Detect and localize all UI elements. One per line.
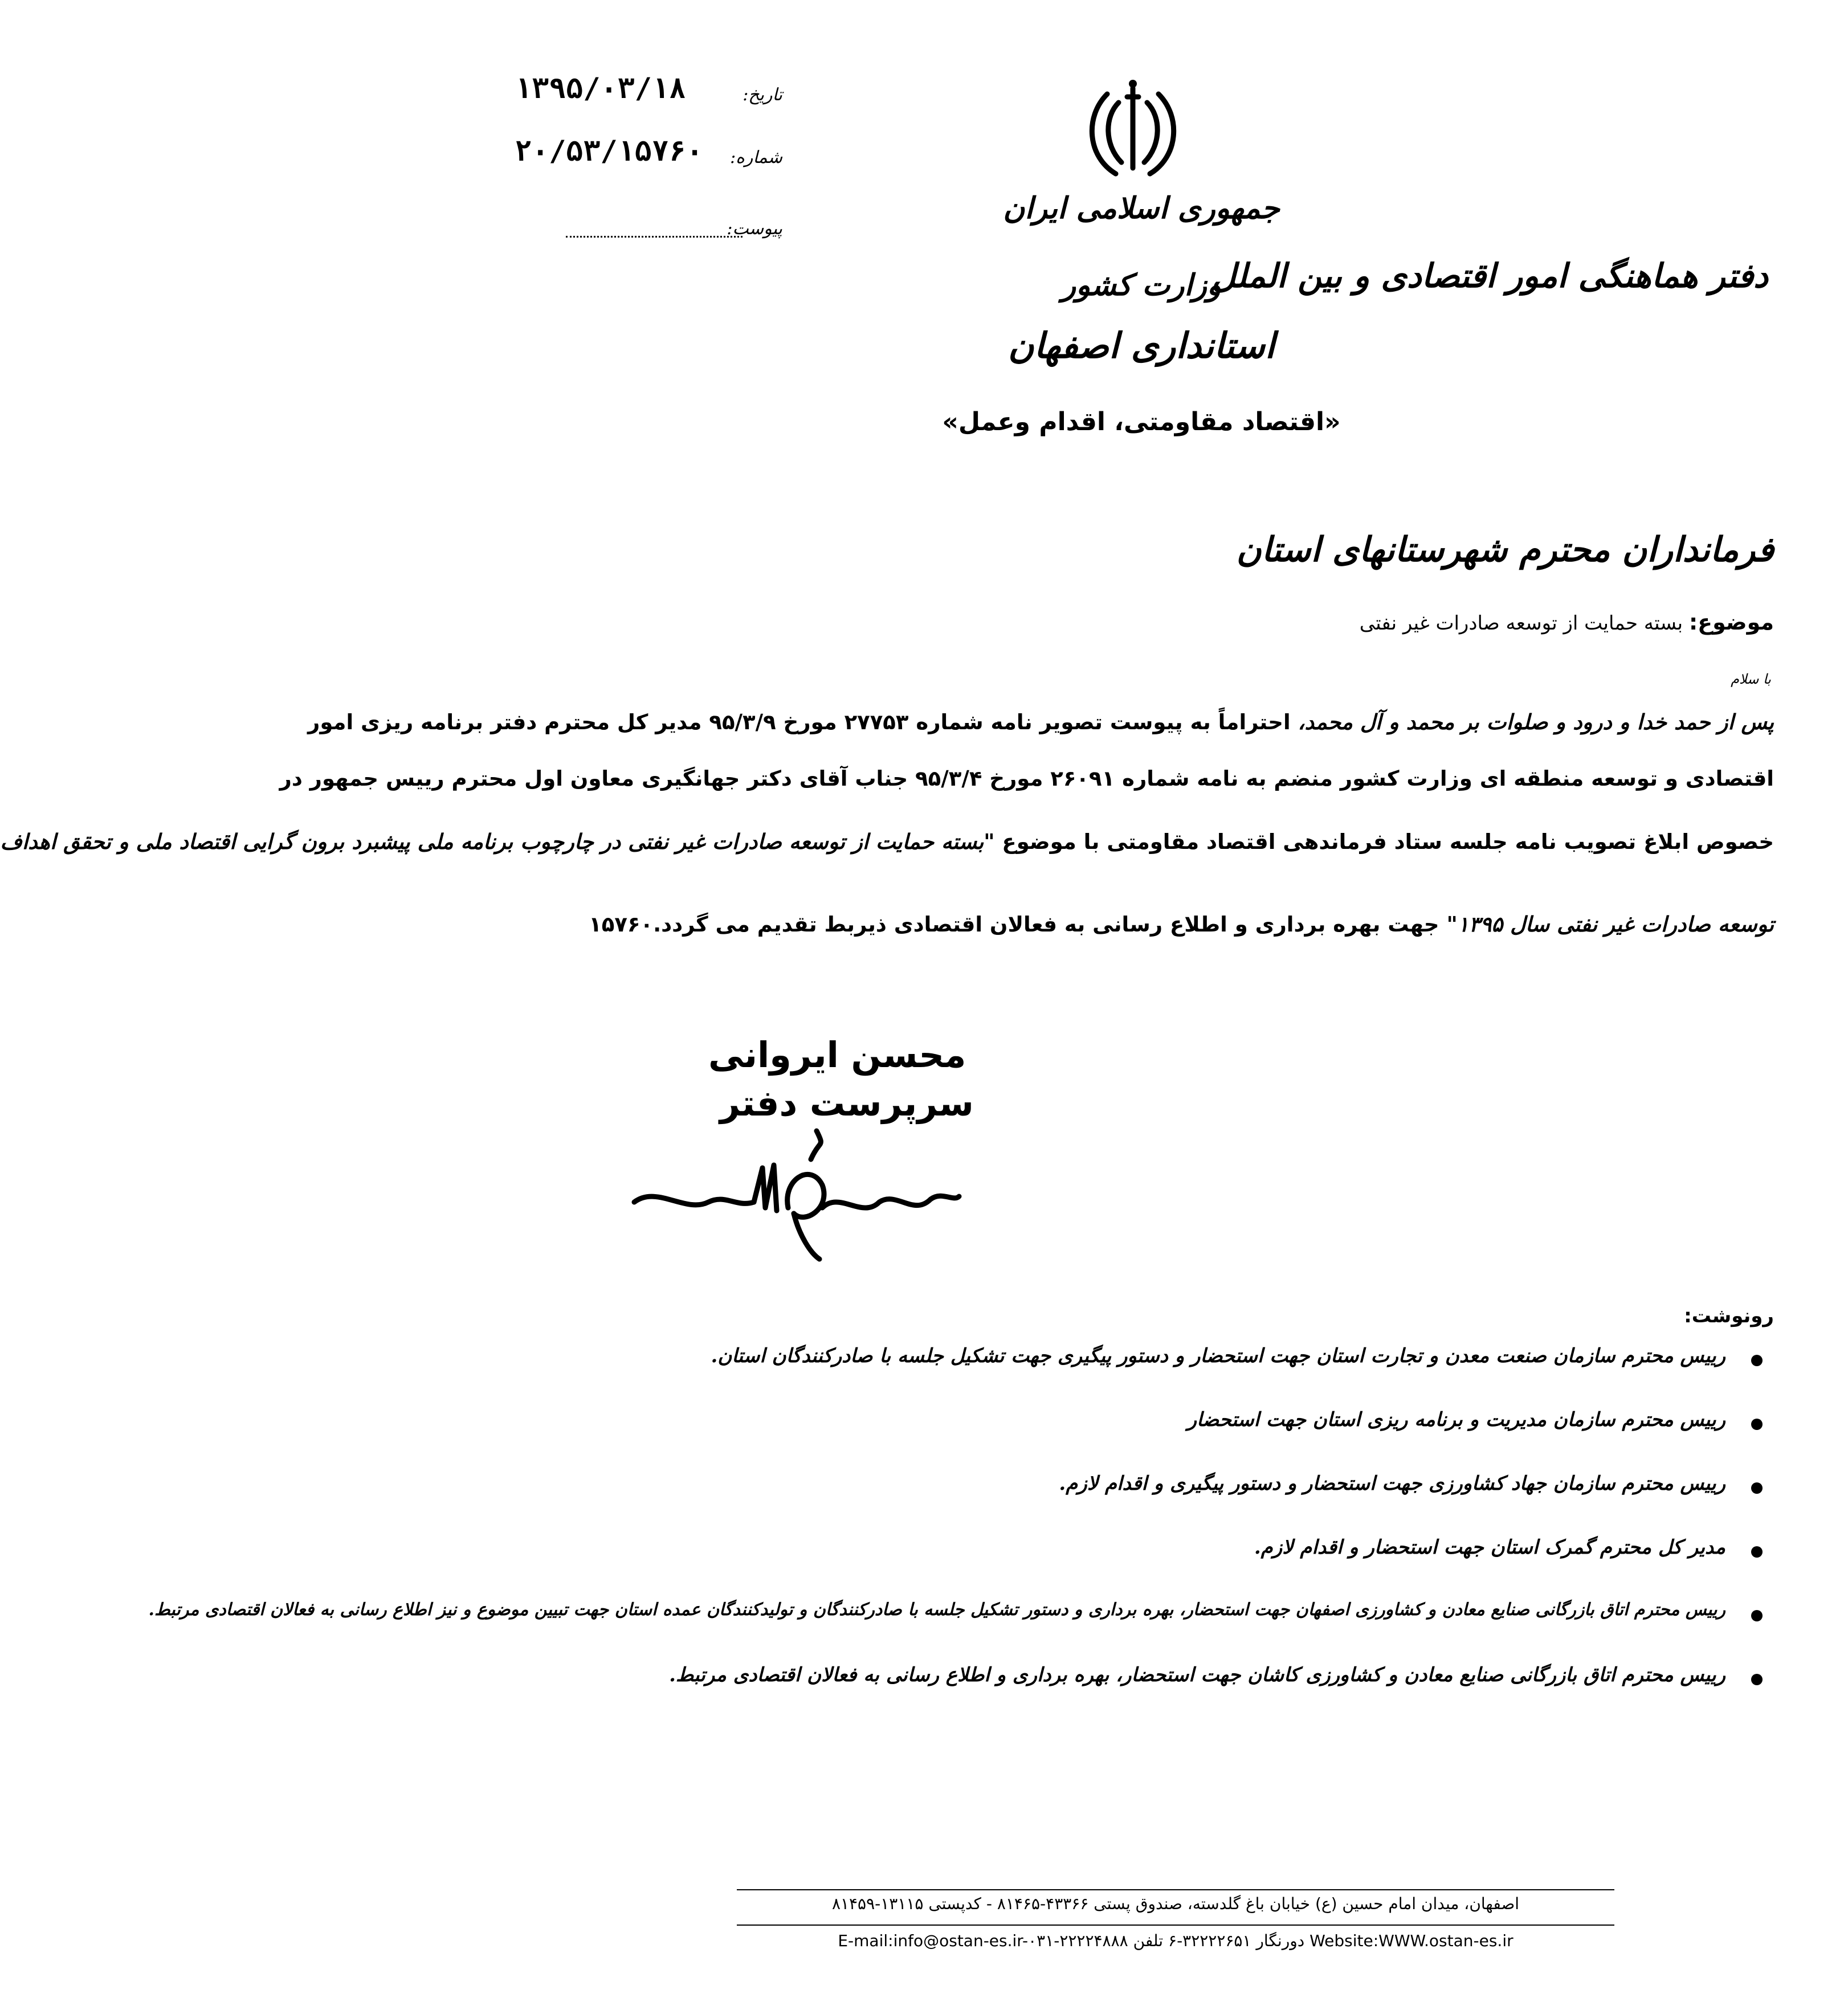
department-name: دفتر هماهنگی امور اقتصادی و بین الملل bbox=[1211, 256, 1768, 295]
attachment-dotted-line bbox=[566, 236, 743, 238]
footer-contact: E-mail:info@ostan-es.ir-۰۳۱-۲۲۲۲۴۸۸۸ دورنگار ۳۲۲۲۲۶۵۱-۶ تلفن Website:WWW.ostan-es.ir bbox=[838, 1931, 1514, 1950]
date-row bbox=[515, 74, 782, 108]
greeting: با سلام bbox=[1731, 671, 1771, 687]
cc-item bbox=[509, 1664, 1763, 1727]
slogan: «اقتصاد مقاومتی، اقدام وعمل» bbox=[942, 407, 1341, 436]
header-governorate: استانداری اصفهان bbox=[1007, 325, 1275, 366]
body-line-4-handwritten: توسعه صادرات غیر نفتی سال ۱۳۹۵" bbox=[1446, 912, 1774, 937]
bullet-icon bbox=[1751, 1355, 1763, 1366]
cc-item-text: رییس محترم اتاق بازرگانی صنایع معادن و کشاورزی اصفهان جهت استحضار، بهره برداری و دستور تشکیل جلسه با صادرکنندگان و تولیدکنندگان عمده استان جهت تبیین موضوع و نیز اطلاع رسانی به فعالان اقتصادی مرتبط. bbox=[148, 1600, 1725, 1620]
body-line-3 bbox=[0, 829, 1774, 854]
bullet-icon bbox=[1751, 1610, 1763, 1621]
attachment-label: پیوست: bbox=[727, 219, 782, 239]
body-line-1 bbox=[308, 709, 1774, 734]
body-line-3-handwritten: "بسته حمایت از توسعه صادرات غیر نفتی در چارچوب برنامه ملی پیشبرد برون گرایی اقتصاد ملی و تحقق اهداف bbox=[0, 829, 1002, 854]
body-line-3-text: خصوص ابلاغ تصویب نامه جلسه ستاد فرماندهی اقتصاد مقاومتی با موضوع bbox=[1002, 830, 1774, 854]
footer-rule bbox=[737, 1889, 1614, 1890]
date-value: ۱۳۹۵/۰۳/۱۸ bbox=[515, 72, 687, 105]
cc-item bbox=[148, 1600, 1763, 1664]
footer-address: اصفهان، میدان امام حسین (ع) خیابان باغ گلدسته، صندوق پستی ۴۳۳۶۶-۸۱۴۶۵ - کدپستی ۱۳۱۱۵-۸۱۴۵۹ bbox=[831, 1894, 1520, 1913]
body-line-1-handwritten: پس از حمد خدا و درود و صلوات بر محمد و آل محمد، bbox=[1298, 709, 1774, 734]
cc-item bbox=[509, 1408, 1763, 1472]
body-line-1-text: احتراماً به پیوست تصویر نامه شماره ۲۷۷۵۳ مورخ ۹۵/۳/۹ مدیر کل محترم دفتر برنامه ریزی امور bbox=[308, 710, 1298, 734]
number-label: شماره: bbox=[730, 148, 782, 167]
bullet-icon bbox=[1751, 1674, 1763, 1685]
cc-item-text: مدیر کل محترم گمرک استان جهت استحضار و اقدام لازم. bbox=[1254, 1536, 1725, 1559]
signatory-name: محسن ایروانی bbox=[708, 1034, 966, 1076]
number-row bbox=[515, 134, 782, 171]
number-value: ۲۰/۵۳/۱۵۷۶۰ bbox=[515, 134, 704, 167]
subject-text: بسته حمایت از توسعه صادرات غیر نفتی bbox=[1359, 612, 1683, 635]
body-line-2-text: اقتصادی و توسعه منطقه ای وزارت کشور منضم به نامه شماره ۲۶۰۹۱ مورخ ۹۵/۳/۴ جناب آقای دکتر جهانگیری معاون اول محترم رییس جمهور در bbox=[279, 766, 1774, 791]
addressee: فرمانداران محترم شهرستانهای استان bbox=[1236, 530, 1774, 570]
cc-item-text: رییس محترم سازمان جهاد کشاورزی جهت استحضار و دستور پیگیری و اقدام لازم. bbox=[1059, 1472, 1725, 1495]
body-line-4 bbox=[520, 912, 1774, 937]
cc-item bbox=[509, 1472, 1763, 1536]
body-line-4-text: جهت بهره برداری و اطلاع رسانی به فعالان اقتصادی ذیربط تقدیم می گردد.۱۵۷۶۰ bbox=[589, 912, 1447, 937]
footer-rule bbox=[737, 1925, 1614, 1926]
date-label: تاریخ: bbox=[743, 85, 782, 105]
header-ministry: وزارت کشور bbox=[1062, 268, 1221, 303]
cc-title: رونوشت: bbox=[1684, 1305, 1774, 1327]
bullet-icon bbox=[1751, 1419, 1763, 1430]
bullet-icon bbox=[1751, 1546, 1763, 1558]
cc-item-text: رییس محترم اتاق بازرگانی صنایع معادن و کشاورزی کاشان جهت استحضار، بهره برداری و اطلاع رسانی به فعالان اقتصادی مرتبط. bbox=[669, 1664, 1725, 1686]
signature-image bbox=[623, 1117, 965, 1265]
cc-item-text: رییس محترم سازمان صنعت معدن و تجارت استان جهت استحضار و دستور پیگیری جهت تشکیل جلسه با صادرکنندگان استان. bbox=[711, 1345, 1725, 1367]
body-line-2 bbox=[279, 766, 1774, 791]
bullet-icon bbox=[1751, 1482, 1763, 1494]
cc-item-text: رییس محترم سازمان مدیریت و برنامه ریزی استان جهت استحضار bbox=[1187, 1408, 1725, 1431]
attachment-row bbox=[515, 208, 782, 242]
national-emblem-icon bbox=[1082, 77, 1184, 182]
subject-line bbox=[1360, 610, 1774, 635]
header-country: جمهوری اسلامی ایران bbox=[1003, 191, 1280, 226]
signatory-title: سرپرست دفتر bbox=[720, 1082, 974, 1124]
cc-item bbox=[509, 1536, 1763, 1600]
cc-item bbox=[509, 1345, 1763, 1408]
subject-label: موضوع: bbox=[1688, 610, 1774, 635]
cc-list bbox=[148, 1345, 1763, 1727]
